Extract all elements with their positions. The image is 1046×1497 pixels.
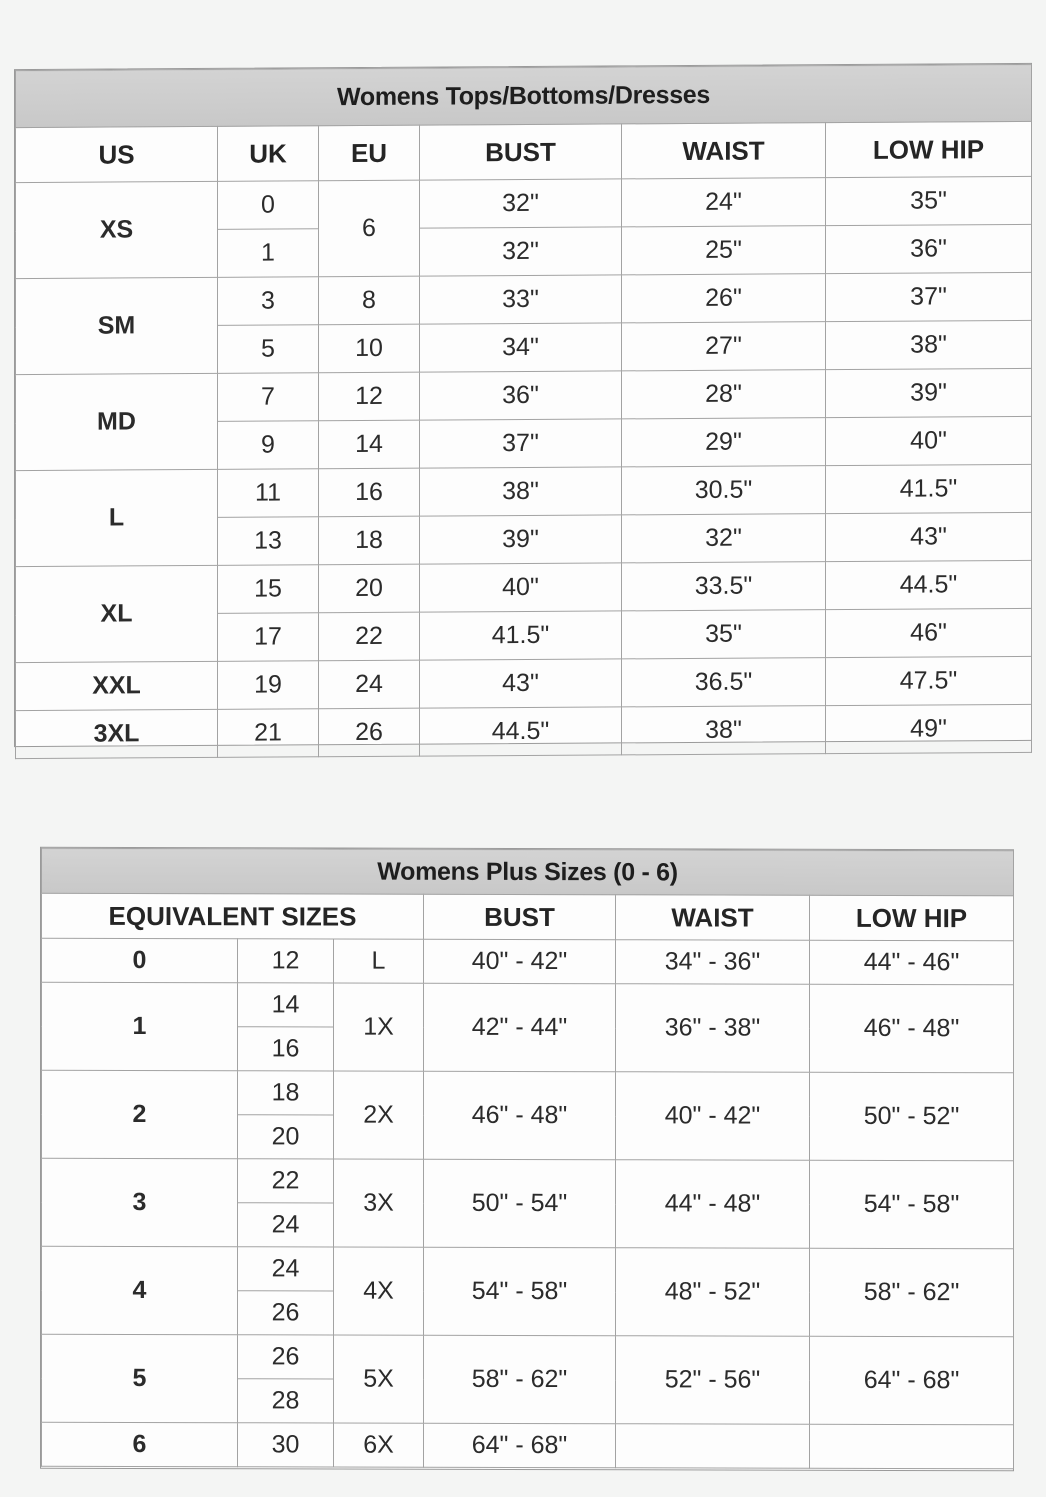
header-waist: WAIST — [622, 123, 826, 179]
low-hip-cell: 50" - 52" — [810, 1072, 1014, 1161]
header-waist: WAIST — [616, 895, 810, 941]
eu-size-cell: 16 — [319, 468, 420, 517]
waist-cell: 48" - 52" — [616, 1248, 810, 1337]
bust-cell: 41.5" — [420, 611, 622, 660]
us-size-cell: SM — [16, 277, 218, 374]
us-size-cell: 20 — [238, 1115, 334, 1159]
uk-size-cell: 21 — [218, 709, 319, 758]
us-size-cell: 26 — [238, 1291, 334, 1335]
letter-size-cell: 4X — [334, 1247, 424, 1335]
eu-size-cell: 10 — [319, 324, 420, 373]
us-size-cell: XL — [16, 565, 218, 662]
header-eu: EU — [319, 125, 420, 181]
eu-size-cell: 18 — [319, 516, 420, 565]
low-hip-cell: 54" - 58" — [810, 1160, 1014, 1249]
waist-cell: 33.5" — [622, 562, 826, 611]
bust-cell: 42" - 44" — [424, 983, 616, 1072]
letter-size-cell: 5X — [334, 1335, 424, 1423]
us-size-cell: MD — [16, 373, 218, 470]
table-row — [42, 1158, 1014, 1205]
table-row — [16, 464, 1032, 518]
us-size-cell: 26 — [238, 1335, 334, 1379]
uk-size-cell: 3 — [218, 277, 319, 326]
plus-size-table — [41, 848, 1014, 1470]
low-hip-cell: 44" - 46" — [810, 940, 1014, 985]
eu-size-cell: 6 — [319, 180, 420, 277]
low-hip-cell: 49" — [826, 704, 1032, 753]
us-size-cell: L — [16, 469, 218, 566]
bust-cell: 32" — [420, 227, 622, 276]
low-hip-cell: 37" — [826, 272, 1032, 321]
header-us: US — [16, 126, 218, 182]
letter-size-cell: 3X — [334, 1159, 424, 1247]
bust-cell: 32" — [420, 179, 622, 228]
bust-cell: 40" — [420, 563, 622, 612]
letter-size-cell: 6X — [334, 1423, 424, 1467]
table-row — [16, 656, 1032, 710]
low-hip-cell — [810, 1424, 1014, 1469]
us-size-cell: 18 — [238, 1071, 334, 1115]
waist-cell: 44" - 48" — [616, 1160, 810, 1249]
eu-size-cell: 26 — [319, 708, 420, 757]
low-hip-cell: 64" - 68" — [810, 1336, 1014, 1425]
bust-cell: 46" - 48" — [424, 1071, 616, 1160]
us-size-cell: 24 — [238, 1203, 334, 1247]
bust-cell: 39" — [420, 515, 622, 564]
letter-size-cell: 1X — [334, 983, 424, 1071]
low-hip-cell: 46" - 48" — [810, 984, 1014, 1073]
low-hip-cell: 35" — [826, 176, 1032, 225]
low-hip-cell: 58" - 62" — [810, 1248, 1014, 1337]
header-bust: BUST — [420, 124, 622, 180]
uk-size-cell: 0 — [218, 181, 319, 230]
bust-cell: 54" - 58" — [424, 1247, 616, 1336]
table-row — [42, 1334, 1014, 1381]
bust-cell: 34" — [420, 323, 622, 372]
low-hip-cell: 47.5" — [826, 656, 1032, 705]
us-size-cell: 12 — [238, 939, 334, 983]
low-hip-cell: 38" — [826, 320, 1032, 369]
us-size-cell: 22 — [238, 1159, 334, 1203]
table-row — [42, 938, 1014, 985]
bust-cell: 38" — [420, 467, 622, 516]
uk-size-cell: 15 — [218, 565, 319, 614]
plus-size-cell: 5 — [42, 1334, 238, 1423]
eu-size-cell: 14 — [319, 420, 420, 469]
bust-cell: 37" — [420, 419, 622, 468]
uk-size-cell: 19 — [218, 661, 319, 710]
low-hip-cell: 43" — [826, 512, 1032, 561]
us-size-cell: 30 — [238, 1423, 334, 1467]
waist-cell: 25" — [622, 226, 826, 275]
plus-size-cell: 4 — [42, 1246, 238, 1335]
eu-size-cell: 20 — [319, 564, 420, 613]
bust-cell: 33" — [420, 275, 622, 324]
header-equivalent-sizes: EQUIVALENT SIZES — [42, 893, 424, 939]
header-low-hip: LOW HIP — [826, 121, 1032, 177]
bust-cell: 36" — [420, 371, 622, 420]
waist-cell: 36.5" — [622, 658, 826, 707]
waist-cell: 52" - 56" — [616, 1336, 810, 1425]
plus-size-cell: 0 — [42, 938, 238, 983]
eu-size-cell: 24 — [319, 660, 420, 709]
waist-cell: 36" - 38" — [616, 984, 810, 1073]
tops-header-row — [16, 121, 1032, 182]
bust-cell: 50" - 54" — [424, 1159, 616, 1248]
low-hip-cell: 46" — [826, 608, 1032, 657]
bust-cell: 43" — [420, 659, 622, 708]
plus-header-row — [42, 893, 1014, 941]
uk-size-cell: 9 — [218, 421, 319, 470]
table-row — [16, 368, 1032, 422]
tops-size-chart — [14, 63, 1032, 747]
us-size-cell: 16 — [238, 1027, 334, 1071]
waist-cell: 29" — [622, 418, 826, 467]
waist-cell: 26" — [622, 274, 826, 323]
plus-size-cell: 6 — [42, 1422, 238, 1467]
plus-size-cell: 3 — [42, 1158, 238, 1247]
waist-cell: 24" — [622, 178, 826, 227]
header-bust: BUST — [424, 894, 616, 940]
low-hip-cell: 40" — [826, 416, 1032, 465]
bust-cell: 64" - 68" — [424, 1423, 616, 1468]
low-hip-cell: 44.5" — [826, 560, 1032, 609]
eu-size-cell: 8 — [319, 276, 420, 325]
low-hip-cell: 36" — [826, 224, 1032, 273]
bust-cell: 40" - 42" — [424, 939, 616, 984]
letter-size-cell: L — [334, 939, 424, 983]
bust-cell: 44.5" — [420, 707, 622, 756]
us-size-cell: 14 — [238, 983, 334, 1027]
table-row — [42, 1246, 1014, 1293]
waist-cell: 32" — [622, 514, 826, 563]
low-hip-cell: 41.5" — [826, 464, 1032, 513]
table-row — [42, 982, 1014, 1029]
header-uk: UK — [218, 126, 319, 182]
table-row — [16, 560, 1032, 614]
us-size-cell: XXL — [16, 661, 218, 710]
waist-cell: 28" — [622, 370, 826, 419]
uk-size-cell: 7 — [218, 373, 319, 422]
table-row — [42, 1422, 1014, 1469]
us-size-cell: 28 — [238, 1379, 334, 1423]
us-size-cell: XS — [16, 181, 218, 278]
eu-size-cell: 12 — [319, 372, 420, 421]
header-low-hip: LOW HIP — [810, 895, 1014, 941]
plus-size-cell: 1 — [42, 982, 238, 1071]
waist-cell: 35" — [622, 610, 826, 659]
low-hip-cell: 39" — [826, 368, 1032, 417]
uk-size-cell: 11 — [218, 469, 319, 518]
eu-size-cell: 22 — [319, 612, 420, 661]
letter-size-cell: 2X — [334, 1071, 424, 1159]
waist-cell: 30.5" — [622, 466, 826, 515]
plus-size-cell: 2 — [42, 1070, 238, 1159]
plus-chart-title: Womens Plus Sizes (0 - 6) — [42, 848, 1014, 896]
tops-size-table — [15, 64, 1032, 759]
table-row — [16, 176, 1032, 230]
waist-cell: 38" — [622, 706, 826, 755]
uk-size-cell: 1 — [218, 229, 319, 278]
waist-cell — [616, 1424, 810, 1469]
waist-cell: 40" - 42" — [616, 1072, 810, 1161]
bust-cell: 58" - 62" — [424, 1335, 616, 1424]
tops-chart-title: Womens Tops/Bottoms/Dresses — [16, 64, 1032, 127]
table-row — [16, 272, 1032, 326]
uk-size-cell: 13 — [218, 517, 319, 566]
us-size-cell: 3XL — [16, 709, 218, 758]
table-row — [42, 1070, 1014, 1117]
waist-cell: 27" — [622, 322, 826, 371]
table-row — [16, 704, 1032, 758]
plus-size-chart — [40, 847, 1014, 1472]
waist-cell: 34" - 36" — [616, 940, 810, 985]
uk-size-cell: 17 — [218, 613, 319, 662]
us-size-cell: 24 — [238, 1247, 334, 1291]
uk-size-cell: 5 — [218, 325, 319, 374]
